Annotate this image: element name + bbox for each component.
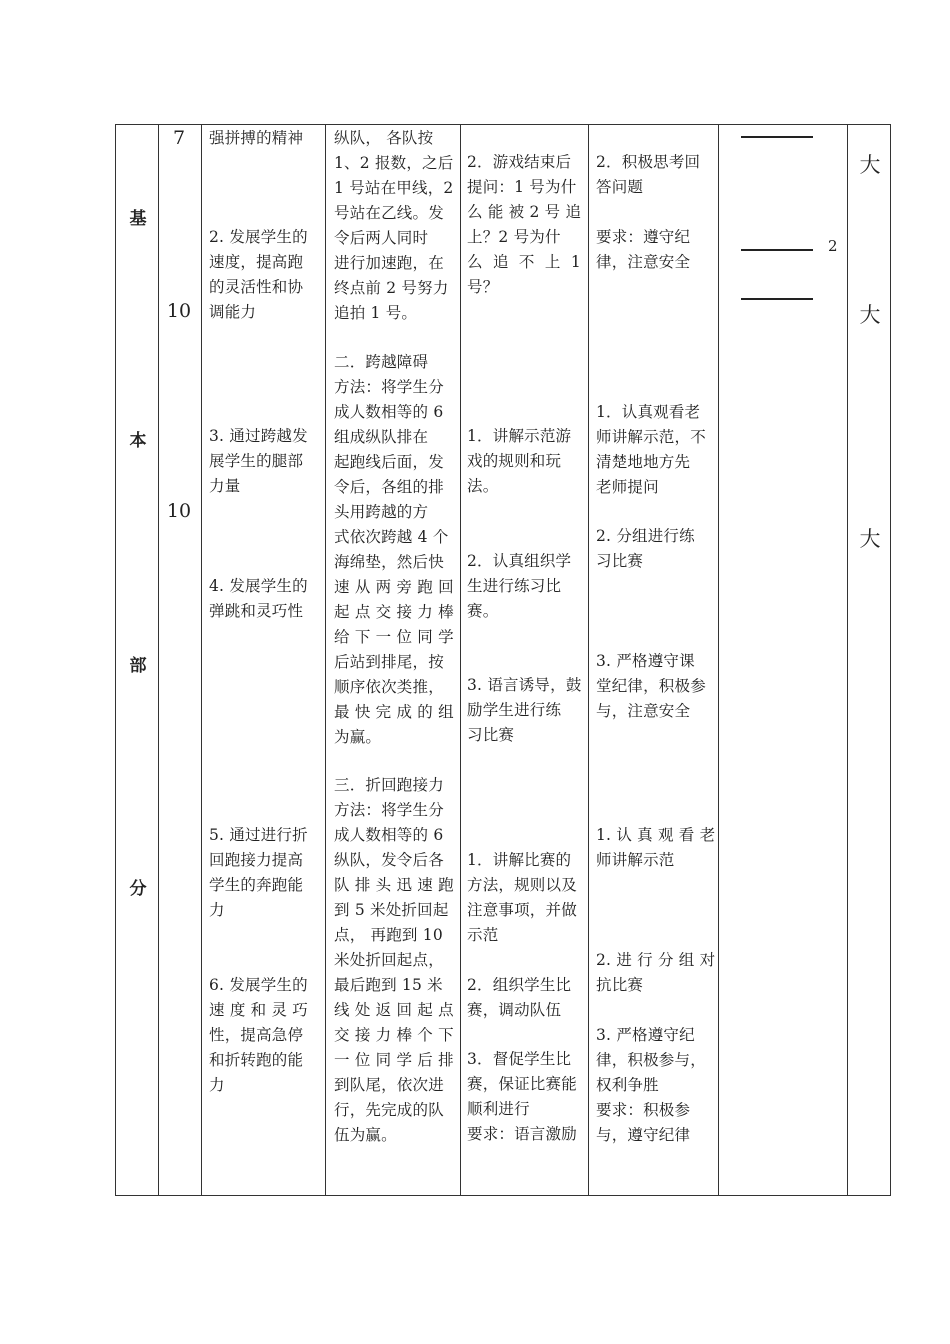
- formation-line: [741, 249, 813, 251]
- teacher-activity-text: 1．讲解示范游 戏的规则和玩 法。: [467, 427, 572, 495]
- content-text: 三．折回跑接力 方法：将学生分 成人数相等的 6 纵队，发令后各 队 排 头 迅 速 跑 到 5 米处折回起 点， 再跑到 10 米处折回起点， 最后跑到 15 米 线 处 返 回 起 点 交 接 力 棒 个 下 一 位 同 学 后 排 到队尾，依次进 行，先完成的队 伍为赢。: [334, 776, 454, 1144]
- time-value: 7: [172, 127, 186, 149]
- section-label-char: 分: [129, 879, 147, 899]
- student-activity-text: 1．认真观看老 师讲解示范，不 清楚地地方先 老师提问: [596, 403, 706, 496]
- content-text: 二．跨越障碍 方法：将学生分 成人数相等的 6 组成纵队排在 起跑线后面，发 令后，各组的排 头用跨越的方 式依次跨越 4 个 海绵垫，然后快 速 从 两 旁 跑 回 起 点 交 接 力 棒 给 下 一 位 同 学 后站到排尾，按 顺序依次类推， 最 快 完 成 的 组 为赢。: [334, 353, 454, 746]
- student-activity-text: 2. 进 行 分 组 对 抗比赛: [596, 951, 716, 994]
- lesson-plan-table: [115, 124, 891, 1196]
- column-divider: [201, 124, 202, 1196]
- teacher-activity-text: 3．督促学生比 赛，保证比赛能 顺利进行 要求：语言激励: [467, 1050, 577, 1143]
- column-divider: [890, 124, 891, 1196]
- teacher-activity-text: 2．组织学生比 赛，调动队伍: [467, 976, 572, 1019]
- intensity-value: 大: [859, 153, 881, 177]
- student-activity-text: 3. 严格遵守课 堂纪律，积极参 与，注意安全: [596, 652, 706, 720]
- goal-text: 强拼搏的精神: [209, 129, 304, 147]
- formation-line: [741, 298, 813, 300]
- time-value: 10: [166, 300, 192, 322]
- intensity-value: 大: [859, 527, 881, 551]
- table-top-border: [115, 124, 891, 125]
- student-activity-text: 2. 分组进行练 习比赛: [596, 527, 695, 570]
- section-label-char: 本: [129, 431, 147, 451]
- student-activity-text: 1. 认 真 观 看 老 师讲解示范: [596, 826, 716, 869]
- goal-text: 2. 发展学生的 速度，提高跑 的灵活性和协 调能力: [209, 228, 308, 321]
- content-text: 纵队， 各队按 1、2 报数，之后 1 号站在甲线，2 号站在乙线。发 令后两人同时 进行加速跑，在 终点前 2 号努力 追拍 1 号。: [334, 129, 454, 322]
- student-activity-text: 要求：遵守纪 律，注意安全: [596, 228, 691, 271]
- goal-text: 3. 通过跨越发 展学生的腿部 力量: [209, 427, 308, 495]
- teacher-activity-text: 1．讲解比赛的 方法，规则以及 注意事项，并做 示范: [467, 851, 577, 944]
- formation-line: [741, 136, 813, 138]
- teacher-activity-text: 2．认真组织学 生进行练习比 赛。: [467, 552, 572, 620]
- student-activity-text: 2．积极思考回 答问题: [596, 153, 701, 196]
- teacher-activity-text: 2．游戏结束后 提问：1 号为什 么 能 被 2 号 追 上？2 号为什 么 追 不 上 1 号？: [467, 153, 582, 296]
- section-label-char: 基: [129, 209, 147, 229]
- teacher-activity-text: 3. 语言诱导，鼓 励学生进行练 习比赛: [467, 676, 582, 744]
- formation-count: 2: [828, 237, 838, 255]
- column-divider: [847, 124, 848, 1196]
- goal-text: 6. 发展学生的 速 度 和 灵 巧 性，提高急停 和折转跑的能 力: [209, 976, 309, 1094]
- time-value: 10: [166, 500, 192, 522]
- intensity-value: 大: [859, 303, 881, 327]
- table-bottom-border: [115, 1195, 891, 1196]
- column-divider: [158, 124, 159, 1196]
- goal-text: 4. 发展学生的 弹跳和灵巧性: [209, 577, 308, 620]
- goal-text: 5. 通过进行折 回跑接力提高 学生的奔跑能 力: [209, 826, 308, 919]
- section-label-char: 部: [129, 656, 147, 676]
- student-activity-text: 3. 严格遵守纪 律，积极参与， 权利争胜 要求：积极参 与，遵守纪律: [596, 1026, 706, 1144]
- column-divider: [115, 124, 116, 1196]
